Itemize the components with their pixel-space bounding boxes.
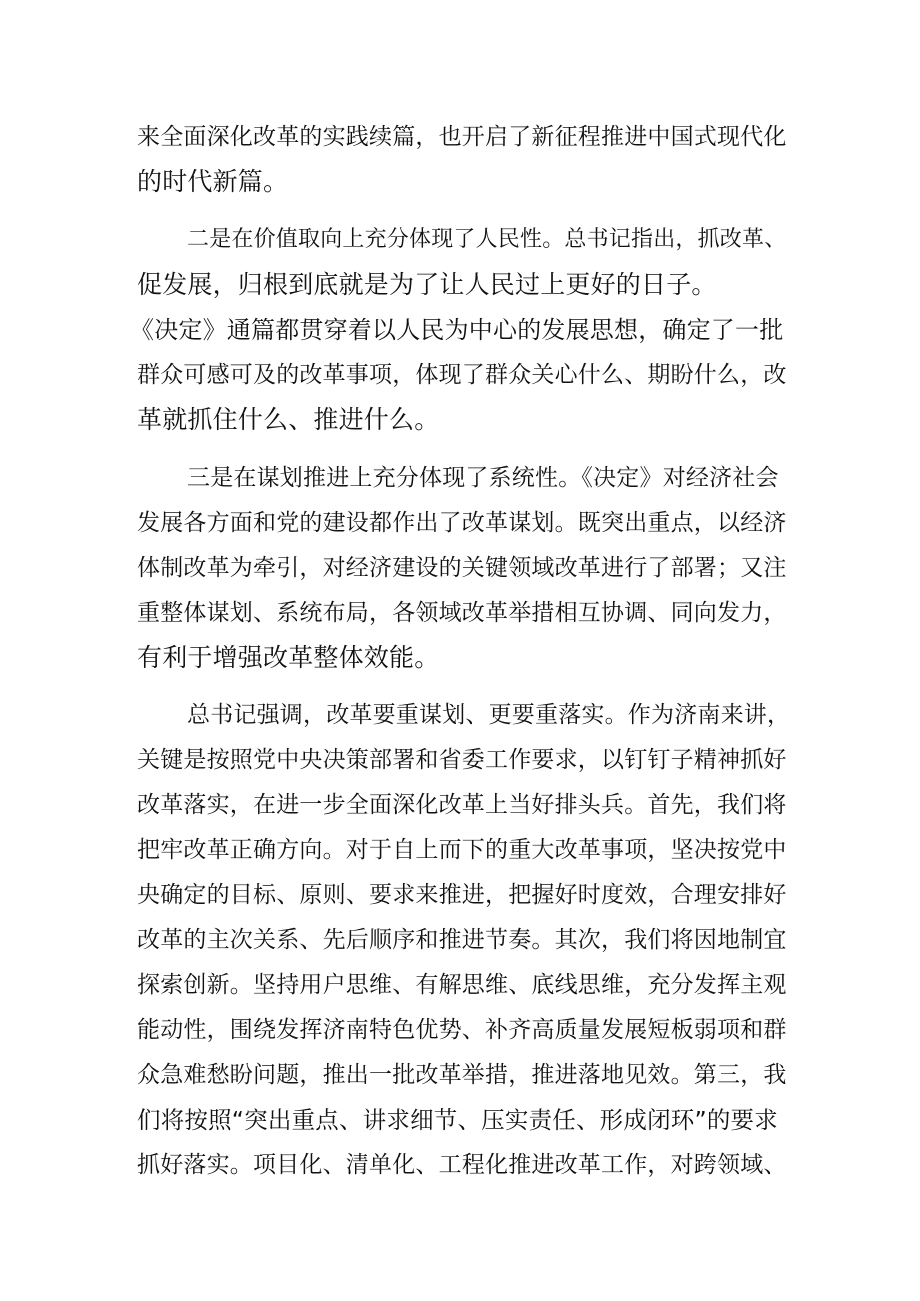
- text-line: 来全面深化改革的实践续篇，也开启了新征程推进中国式现代化: [137, 124, 787, 150]
- text-line: 二是在价值取向上充分体现了人民性。总书记指出，抓改革、: [187, 227, 787, 252]
- text-line: 探索创新。坚持用户思维、有解思维、底线思维，充分发挥主观: [137, 972, 787, 998]
- text-line: 把牢改革正确方向。对于自上而下的重大改革事项，坚决按党中: [137, 837, 787, 863]
- text-line: 总书记强调，改革要重谋划、更要重落实。作为济南来讲，: [187, 702, 791, 728]
- text-line: 能动性，围绕发挥济南特色优势、补齐高质量发展短板弱项和群: [137, 1017, 787, 1043]
- text-line: 改革的主次关系、先后顺序和推进节奏。其次，我们将因地制宜: [137, 927, 787, 953]
- text-line: 三是在谋划推进上充分体现了系统性。《决定》对经济社会: [187, 465, 779, 491]
- text-line: 有利于增强改革整体效能。: [137, 643, 440, 672]
- text-line: 重整体谋划、系统布局，各领域改革举措相互协调、同向发力，: [137, 600, 787, 626]
- text-line: 群众可感可及的改革事项，体现了群众关心什么、期盼什么，改: [137, 362, 787, 388]
- text-line: 体制改革为牵引，对经济建设的关键领域改革进行了部署；又注: [137, 555, 787, 581]
- text-line: 改革落实，在进一步全面深化改革上当好排头兵。首先，我们将: [137, 792, 787, 818]
- text-line: 革就抓住什么、推进什么。: [137, 405, 440, 434]
- text-line: 们将按照“突出重点、讲求细节、压实责任、形成闭环”的要求: [137, 1106, 778, 1134]
- text-line: 《决定》通篇都贯穿着以人民为中心的发展思想，确定了一批: [130, 316, 784, 344]
- text-line: 众急难愁盼问题，推出一批改革举措，推进落地见效。第三，我: [137, 1062, 787, 1088]
- text-line: 促发展，归根到底就是为了让人民过上更好的日子。: [137, 270, 717, 299]
- text-line: 关键是按照党中央决策部署和省委工作要求，以钉钉子精神抓好: [137, 747, 787, 773]
- text-line: 抓好落实。项目化、清单化、工程化推进改革工作，对跨领域、: [137, 1152, 787, 1178]
- text-line: 发展各方面和党的建设都作出了改革谋划。既突出重点，以经济: [137, 510, 787, 536]
- text-line: 的时代新篇。: [137, 167, 289, 196]
- text-line: 央确定的目标、原则、要求来推进，把握好时度效，合理安排好: [137, 882, 787, 908]
